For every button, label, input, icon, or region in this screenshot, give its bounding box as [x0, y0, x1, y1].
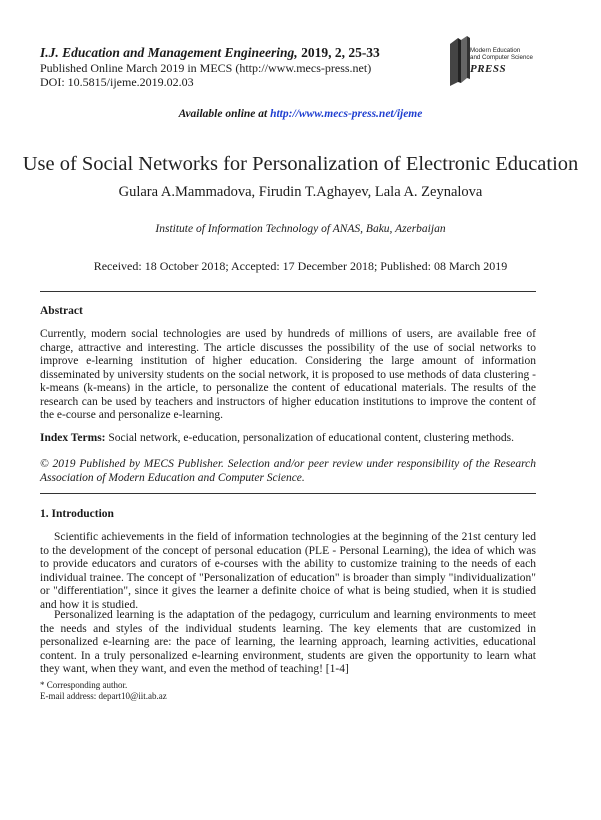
copyright-notice: © 2019 Published by MECS Publisher. Selection and/or peer review under responsibility of the Research Association of Modern Education and Computer Science. — [40, 458, 536, 484]
corresponding-author-note: * Corresponding author. — [40, 680, 128, 690]
index-terms-label: Index Terms: — [40, 432, 106, 444]
journal-name: I.J. Education and Management Engineering, — [40, 45, 298, 60]
doi-line: DOI: 10.5815/ijeme.2019.02.03 — [40, 75, 194, 89]
introduction-paragraph: Personalized learning is the adaptation of the pedagogy, curriculum and learning environments to meet the needs and styles of the individual students learning. The key elements that are customized in personalized e-learning are: the pace of learning, the learning approach, learning activities, educational content. In a truly personalized e-learning environment, students are given the opportunity to learn what they want, when they want, and even the method of teaching! [1-4] — [40, 609, 536, 675]
journal-header — [40, 45, 380, 60]
abstract-text: Currently, modern social technologies are used by hundreds of millions of users, are available free of charge, attractive and interesting. The article discusses the possibility of the use of social networks to improve e-learning institution of higher education. Considering the large amount of information disseminated by university students on the social network, it is proposed to use methods of data clustering - k-means (k-means) in the article, to personalize the content of educational materials. The results of the research can be used by teachers and instructors of higher education institutions to improve the content of the e-course and personalize e-learning. — [40, 328, 536, 421]
paper-authors: Gulara A.Mammadova, Firudin T.Aghayev, Lala A. Zeynalova — [118, 184, 483, 200]
abstract-heading: Abstract — [40, 305, 83, 317]
paper-dates: Received: 18 October 2018; Accepted: 17 December 2018; Published: 08 March 2019 — [93, 259, 508, 273]
availability-line: Available online at http://www.mecs-press.net/ijeme — [178, 108, 423, 120]
book-stack-icon — [448, 36, 472, 88]
author-email: E-mail address: depart10@iit.ab.az — [40, 691, 167, 701]
introduction-heading: 1. Introduction — [40, 508, 114, 520]
index-terms — [40, 432, 536, 446]
introduction-paragraph: Scientific achievements in the field of information technologies at the beginning of the 21st century led to the development of the concept of personal education (PLE - Personal Learning), the idea of which was to provide educators and curators of e-courses with the ability to customize training to the needs of each individual trainee. The concept of "Personalization of education" is broader than simply "individualization" or "differentiation", since it gives the learner a definite choice of what is being studied, when it is studied and how it is studied. — [40, 531, 536, 611]
journal-url-link[interactable]: http://www.mecs-press.net/ijeme — [270, 108, 423, 120]
logo-text: Modern Education and Computer Science — [470, 47, 533, 61]
index-terms-text: Social network, e-education, personalization of educational content, clustering methods. — [105, 432, 514, 444]
paper-affiliation: Institute of Information Technology of ANAS, Baku, Azerbaijan — [155, 223, 446, 235]
published-online-line: Published Online March 2019 in MECS (http://www.mecs-press.net) — [40, 61, 372, 75]
journal-issue: 2019, 2, 25-33 — [297, 45, 380, 60]
paper-title: Use of Social Networks for Personalization of Electronic Education — [22, 153, 579, 175]
divider — [40, 291, 536, 292]
publisher-logo — [448, 34, 558, 90]
divider — [40, 493, 536, 494]
logo-press: PRESS — [470, 63, 507, 75]
